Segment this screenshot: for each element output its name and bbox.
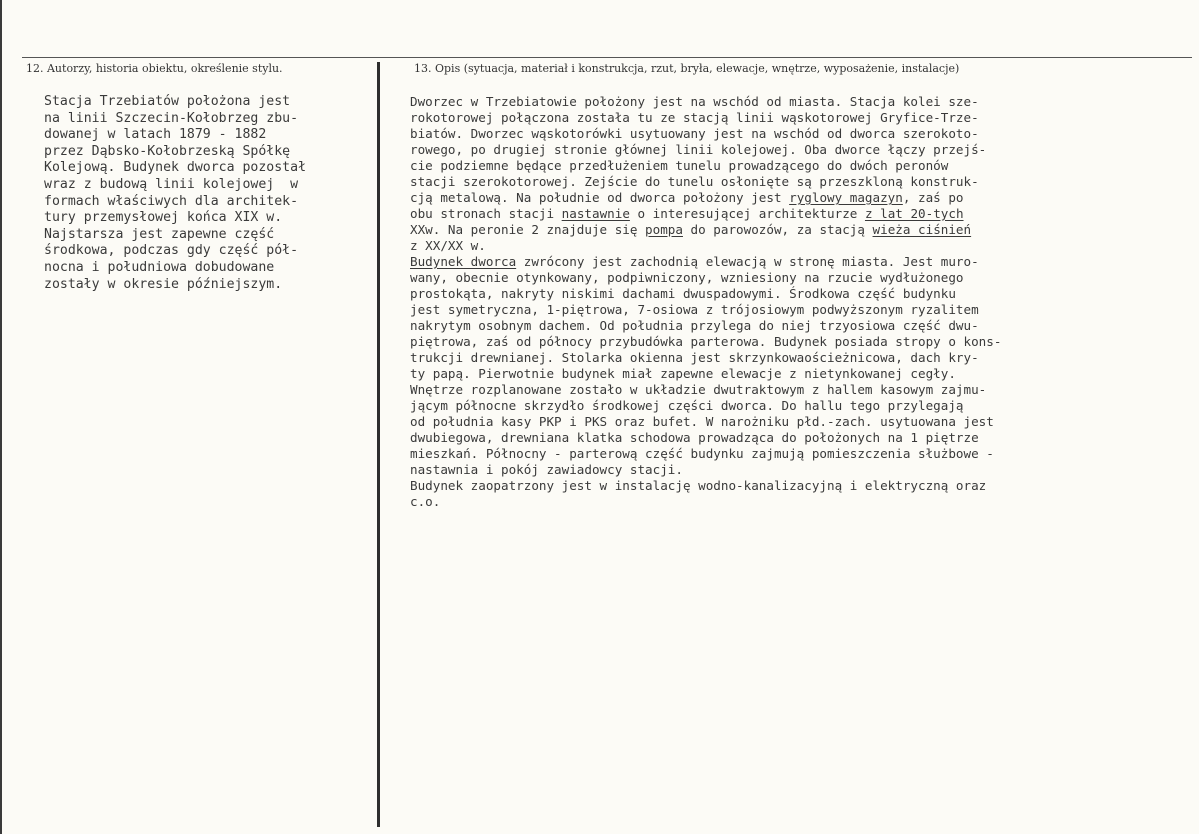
text-run: cie podziemne będące przedłużeniem tunelu prowadzącego do dwóch peronów <box>410 158 949 173</box>
text-run: trukcji drewnianej. Stolarka okienna jest skrzynkowaościeżnicowa, dach kry- <box>410 350 979 365</box>
top-rule <box>22 57 1192 58</box>
text-run: Dworzec w Trzebiatowie położony jest na wschód od miasta. Stacja kolei sze- <box>410 94 979 109</box>
description-line <box>410 478 1001 494</box>
text-run: prostokąta, nakryty niskimi dachami dwuspadowymi. Środkowa część budynku <box>410 286 956 301</box>
description-line <box>410 206 1001 222</box>
history-line: Kolejową. Budynek dworca pozostał <box>44 160 307 176</box>
description-line <box>410 222 1001 238</box>
description-line <box>410 94 1001 110</box>
description-line <box>410 174 1001 190</box>
text-run: zwrócony jest zachodnią elewacją w stronę miasta. Jest muro- <box>516 254 979 269</box>
text-run: cją metalową. Na południe od dworca położony jest <box>410 190 790 205</box>
description-line <box>410 142 1001 158</box>
description-line <box>410 446 1001 462</box>
description-text <box>410 94 1001 510</box>
description-line <box>410 414 1001 430</box>
description-line <box>410 366 1001 382</box>
history-line: przez Dąbsko-Kołobrzeską Spółkę <box>44 143 291 159</box>
text-run: wany, obecnie otynkowany, podpiwniczony, wzniesiony na rzucie wydłużonego <box>410 270 964 285</box>
history-line: dowanej w latach 1879 - 1882 <box>44 127 267 143</box>
underlined-term: z lat 20-tych <box>864 206 964 221</box>
description-line <box>410 494 1001 510</box>
history-line: wraz z budową linii kolejowej w <box>44 176 299 192</box>
text-run: rowego, po drugiej stronie głównej linii kolejowej. Oba dworce łączy przejś- <box>410 142 987 157</box>
description-line <box>410 398 1001 414</box>
history-line: formach właściwych dla architek- <box>44 193 299 209</box>
history-line: na linii Szczecin-Kołobrzeg zbu- <box>44 110 299 126</box>
text-run: c.o. <box>410 494 441 509</box>
text-run: XXw. Na peronie 2 znajduje się <box>410 222 646 237</box>
text-run: mieszkań. Północny - parterową część budynku zajmują pomieszczenia służbowe - <box>410 446 994 461</box>
text-run: nastawnia i pokój zawiadowcy stacji. <box>410 462 683 477</box>
description-line <box>410 462 1001 478</box>
underlined-term: wieża ciśnień <box>872 222 972 237</box>
text-run: biatów. Dworzec wąskotorówki usytuowany jest na wschód od dworca szerokoto- <box>410 126 979 141</box>
description-line <box>410 430 1001 446</box>
text-run: od południa kasy PKP i PKS oraz bufet. W narożniku płd.-zach. usytuowana jest <box>410 414 994 429</box>
description-line <box>410 318 1001 334</box>
description-line <box>410 270 1001 286</box>
text-run: obu stronach stacji <box>410 206 562 221</box>
text-run: rokotorowej połączona została tu ze stacją linii wąskotorowej Gryfice-Trze- <box>410 110 979 125</box>
history-line: Najstarsza jest zapewne część <box>44 226 275 242</box>
column-divider <box>377 62 380 827</box>
text-run: jest symetryczna, 1-piętrowa, 7-osiowa z trójosiowym podwyższonym ryzalitem <box>410 302 979 317</box>
history-line: tury przemysłowej końca XIX w. <box>44 210 283 226</box>
text-run: stacji szerokotorowej. Zejście do tunelu osłonięte są przeszkloną konstruk- <box>410 174 979 189</box>
history-line: nocna i południowa dobudowane <box>44 259 275 275</box>
section-12-header: 12. Autorzy, historia obiektu, określenie stylu. <box>26 62 283 75</box>
description-line <box>410 350 1001 366</box>
description-line <box>410 334 1001 350</box>
description-line <box>410 254 1001 270</box>
section-13-header: 13. Opis (sytuacja, materiał i konstrukcja, rzut, bryła, elewacje, wnętrze, wyposażenie, instalacje) <box>414 62 960 75</box>
text-run: do parowozów, za stacją <box>682 222 873 237</box>
description-line <box>410 110 1001 126</box>
description-line <box>410 286 1001 302</box>
description-line <box>410 238 1001 254</box>
text-run: ty papą. Pierwotnie budynek miał zapewne elewacje z nietynkowanej cegły. <box>410 366 956 381</box>
description-line <box>410 302 1001 318</box>
description-line <box>410 190 1001 206</box>
text-run: , zaś po <box>902 190 964 205</box>
text-run: z XX/XX w. <box>410 238 486 253</box>
text-run: nakrytym osobnym dachem. Od południa przylega do niej trzyosiowa część dwu- <box>410 318 979 333</box>
text-run: o interesującej architekturze <box>629 206 865 221</box>
text-run: dwubiegowa, drewniana klatka schodowa prowadząca do położonych na 1 piętrze <box>410 430 979 445</box>
underlined-term: nastawnie <box>561 206 630 221</box>
text-run: Wnętrze rozplanowane zostało w układzie dwutraktowym z hallem kasowym zajmu- <box>410 382 987 397</box>
history-text <box>44 94 306 293</box>
underlined-term: ryglowy magazyn <box>789 190 903 205</box>
history-line: zostały w okresie późniejszym. <box>44 276 283 292</box>
history-line: środkowa, podczas gdy część pół- <box>44 243 299 259</box>
text-run: Budynek zaopatrzony jest w instalację wodno-kanalizacyjną i elektryczną oraz <box>410 478 987 493</box>
description-line <box>410 158 1001 174</box>
description-line <box>410 382 1001 398</box>
text-run: piętrowa, zaś od północy przybudówka parterowa. Budynek posiada stropy o kons- <box>410 334 1002 349</box>
history-line: Stacja Trzebiatów położona jest <box>44 94 291 109</box>
underlined-term: pompa <box>645 222 683 237</box>
text-run: jącym północne skrzydło środkowej części dworca. Do hallu tego przylegają <box>410 398 964 413</box>
description-line <box>410 126 1001 142</box>
underlined-term: Budynek dworca <box>410 254 517 269</box>
